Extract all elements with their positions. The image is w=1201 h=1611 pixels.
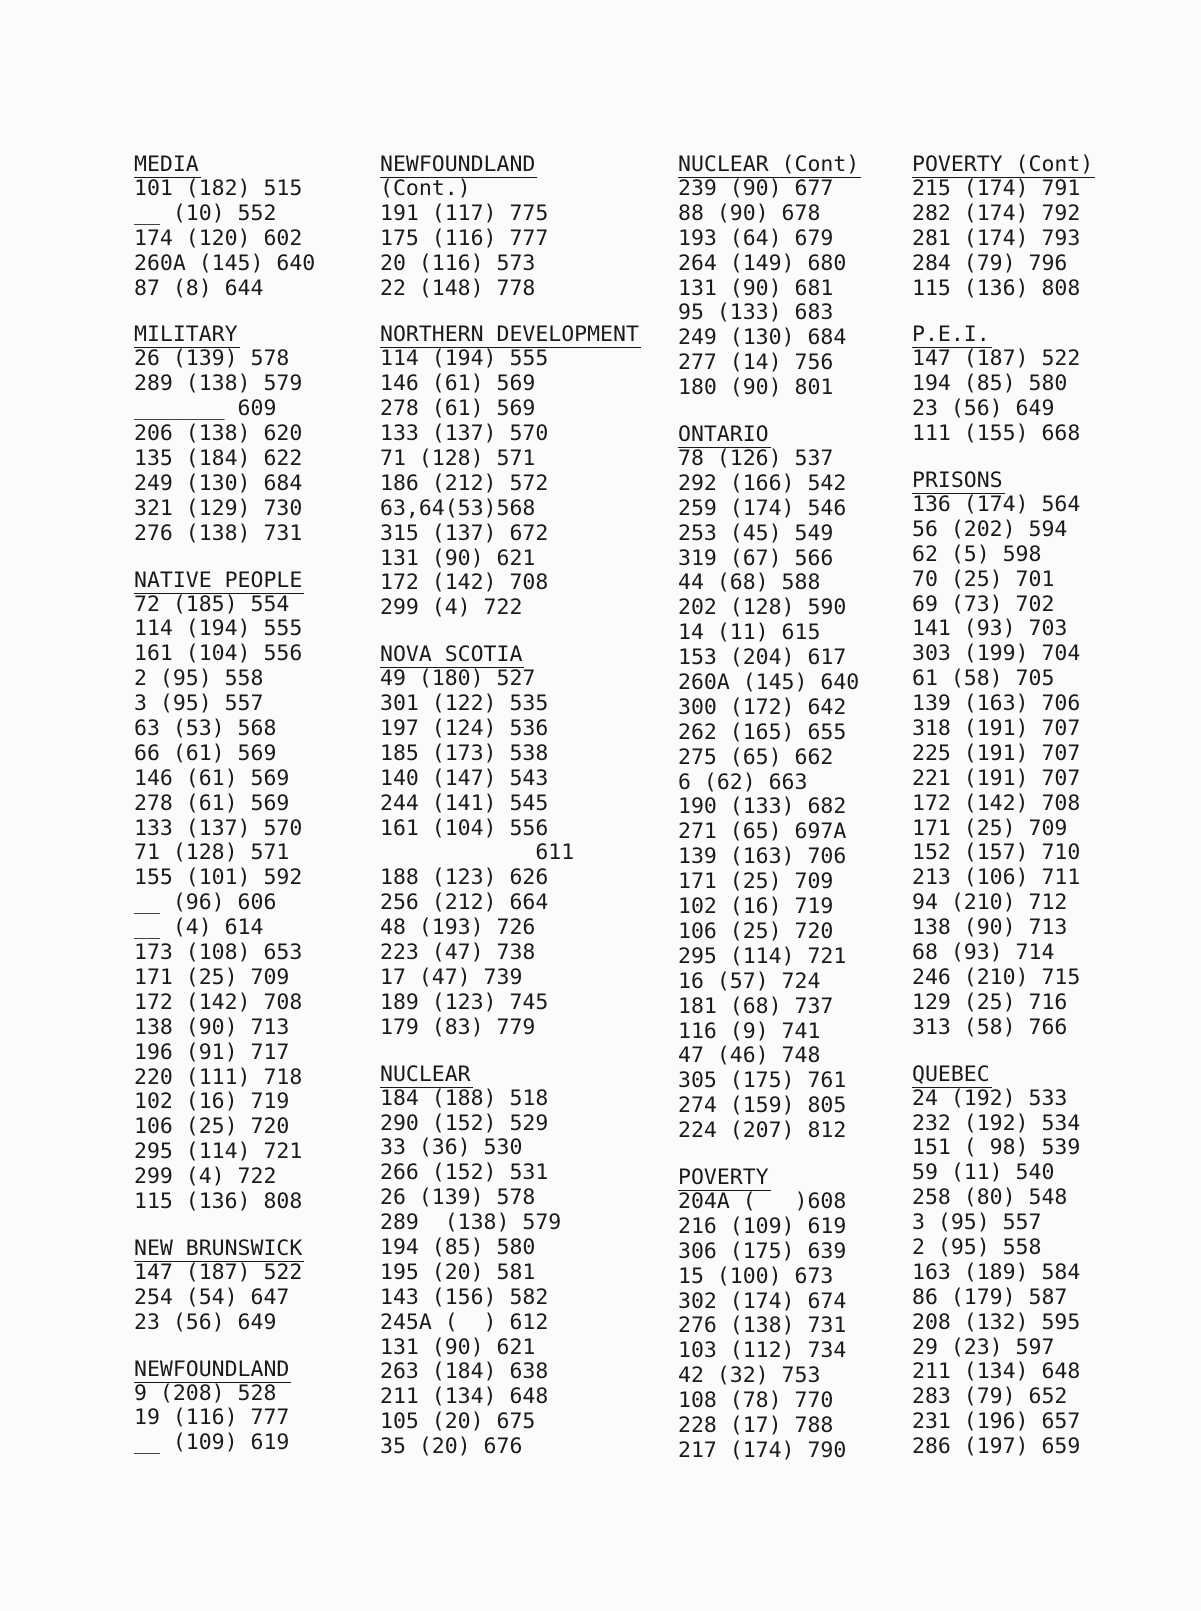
entry-list (380, 347, 660, 621)
index-entry: 217 (174) 790 (678, 1437, 847, 1463)
index-entry: 48 (193) 726 (380, 915, 536, 941)
index-entry: 66 (61) 569 (134, 740, 277, 766)
index-entry: 143 (156) 582 (380, 1284, 549, 1310)
index-entry: 22 (148) 778 (380, 275, 536, 301)
index-entry: 161 (104) 556 (134, 641, 303, 667)
index-entry: 179 (83) 779 (380, 1014, 536, 1040)
entry-list (678, 1190, 918, 1464)
index-entry: 173 (108) 653 (134, 940, 303, 966)
section-heading: POVERTY (Cont) (912, 152, 1094, 177)
section-heading: ONTARIO (678, 422, 769, 448)
index-entry: 138 (90) 713 (912, 915, 1068, 941)
index-entry: 301 (122) 535 (380, 691, 549, 717)
index-entry: 321 (129) 730 (134, 495, 303, 521)
index-entry: _______ 609 (134, 396, 277, 422)
index-entry: 146 (61) 569 (380, 371, 536, 397)
index-entry: 189 (123) 745 (380, 989, 549, 1015)
index-entry: 61 (58) 705 (912, 666, 1055, 692)
index-entry: 111 (155) 668 (912, 421, 1081, 447)
index-entry: 147 (187) 522 (134, 1259, 303, 1285)
entry-list (380, 177, 660, 301)
index-entry: 147 (187) 522 (912, 346, 1081, 372)
index-entry: 78 (126) 537 (678, 446, 834, 472)
index-entry: 264 (149) 680 (678, 250, 847, 276)
index-entry: 163 (189) 584 (912, 1259, 1081, 1285)
index-entry: 259 (174) 546 (678, 495, 847, 521)
index-entry: 106 (25) 720 (678, 918, 834, 944)
index-entry: 295 (114) 721 (678, 943, 847, 969)
index-section (134, 152, 374, 301)
index-entry: 19 (116) 777 (134, 1405, 290, 1431)
index-entry: 228 (17) 788 (678, 1412, 834, 1438)
index-entry: 26 (139) 578 (380, 1185, 536, 1211)
index-entry: 276 (138) 731 (678, 1313, 847, 1339)
index-entry: 108 (78) 770 (678, 1388, 834, 1414)
index-entry: 318 (191) 707 (912, 716, 1081, 742)
index-entry: 284 (79) 796 (912, 250, 1068, 276)
index-entry: 305 (175) 761 (678, 1068, 847, 1094)
index-entry: 185 (173) 538 (380, 740, 549, 766)
index-section (912, 1062, 1162, 1460)
index-entry: 211 (134) 648 (380, 1384, 549, 1410)
section-heading: POVERTY (678, 1164, 769, 1190)
index-entry: 211 (134) 648 (912, 1359, 1081, 1385)
index-entry: 275 (65) 662 (678, 744, 834, 770)
index-entry: 88 (90) 678 (678, 200, 821, 226)
index-entry: 131 (90) 621 (380, 545, 536, 571)
index-entry: 245A ( ) 612 (380, 1309, 549, 1335)
index-entry: 171 (25) 709 (134, 964, 290, 990)
index-entry: 258 (80) 548 (912, 1185, 1068, 1211)
section-heading: NUCLEAR (380, 1061, 471, 1087)
index-entry: 249 (130) 684 (678, 325, 847, 351)
index-entry: 146 (61) 569 (134, 765, 290, 791)
section-heading: NEWFOUNDLAND (134, 1356, 290, 1382)
index-entry: 260A (145) 640 (134, 250, 316, 276)
index-entry: 256 (212) 664 (380, 890, 549, 916)
index-entry: 115 (136) 808 (134, 1188, 303, 1214)
index-entry: 29 (23) 597 (912, 1334, 1055, 1360)
section-heading: MILITARY (134, 322, 238, 348)
index-entry: 289 (138) 579 (380, 1210, 562, 1236)
index-entry: 283 (79) 652 (912, 1384, 1068, 1410)
index-entry: 72 (185) 554 (134, 591, 290, 617)
index-entry: 152 (157) 710 (912, 840, 1081, 866)
index-entry: 151 ( 98) 539 (912, 1135, 1081, 1161)
index-entry: 232 (192) 534 (912, 1110, 1081, 1136)
index-entry: 196 (91) 717 (134, 1039, 290, 1065)
index-entry: 289 (138) 579 (134, 371, 303, 397)
index-entry: 2 (95) 558 (134, 666, 264, 692)
index-section (912, 322, 1162, 447)
section-heading: NEWFOUNDLAND (380, 152, 536, 177)
index-entry: 2 (95) 558 (912, 1234, 1042, 1260)
index-entry: 102 (16) 719 (678, 894, 834, 920)
index-entry: 133 (137) 570 (134, 815, 303, 841)
entry-list (912, 493, 1162, 1041)
index-entry: 295 (114) 721 (134, 1139, 303, 1165)
index-section (380, 642, 660, 1040)
index-entry: 24 (192) 533 (912, 1085, 1068, 1111)
index-section (134, 1236, 374, 1336)
index-entry: 172 (142) 708 (380, 570, 549, 596)
index-entry: 129 (25) 716 (912, 989, 1068, 1015)
section-heading: NOVA SCOTIA (380, 642, 523, 668)
index-entry: 290 (152) 529 (380, 1110, 549, 1136)
index-entry: 186 (212) 572 (380, 470, 549, 496)
index-section (380, 1062, 660, 1460)
index-entry: 204A ( )608 (678, 1188, 847, 1214)
index-entry: 114 (194) 555 (380, 346, 549, 372)
index-entry: 300 (172) 642 (678, 694, 847, 720)
index-entry: 277 (14) 756 (678, 350, 834, 376)
index-entry: 114 (194) 555 (134, 616, 303, 642)
index-entry: 56 (202) 594 (912, 516, 1068, 542)
index-entry: __ (96) 606 (134, 890, 277, 916)
index-entry: (Cont.) (380, 176, 471, 201)
index-entry: 180 (90) 801 (678, 375, 834, 401)
index-entry: 141 (93) 703 (912, 616, 1068, 642)
index-entry: 86 (179) 587 (912, 1284, 1068, 1310)
index-entry: 71 (128) 571 (380, 446, 536, 472)
entry-list (380, 1087, 660, 1460)
index-entry: 262 (165) 655 (678, 719, 847, 745)
index-entry: 194 (85) 580 (912, 371, 1068, 397)
entry-list (912, 347, 1162, 447)
index-entry: 102 (16) 719 (134, 1089, 290, 1115)
index-entry: 14 (11) 615 (678, 620, 821, 646)
index-entry: 315 (137) 672 (380, 520, 549, 546)
entry-list (134, 1382, 374, 1457)
entry-list (912, 177, 1162, 301)
index-entry: 6 (62) 663 (678, 769, 808, 795)
index-entry: 188 (123) 626 (380, 865, 549, 891)
index-entry: 611 (380, 840, 575, 866)
index-entry: 9 (208) 528 (134, 1380, 277, 1406)
index-entry: 213 (106) 711 (912, 865, 1081, 891)
index-entry: 224 (207) 812 (678, 1118, 847, 1144)
entry-list (134, 177, 374, 301)
index-entry: 184 (188) 518 (380, 1085, 549, 1111)
index-entry: 246 (210) 715 (912, 964, 1081, 990)
index-entry: 171 (25) 709 (678, 869, 834, 895)
index-entry: 266 (152) 531 (380, 1160, 549, 1186)
index-entry: 253 (45) 549 (678, 520, 834, 546)
index-entry: 223 (47) 738 (380, 940, 536, 966)
index-entry: 208 (132) 595 (912, 1309, 1081, 1335)
entry-list (380, 667, 660, 1040)
index-section (134, 1357, 374, 1457)
index-entry: 115 (136) 808 (912, 275, 1081, 301)
section-heading: PRISONS (912, 468, 1003, 494)
index-entry: 174 (120) 602 (134, 225, 303, 251)
index-entry: 172 (142) 708 (912, 790, 1081, 816)
index-entry: 319 (67) 566 (678, 545, 834, 571)
section-heading: P.E.I. (912, 322, 990, 348)
entry-list (134, 347, 374, 546)
index-section (678, 152, 918, 401)
index-entry: 206 (138) 620 (134, 421, 303, 447)
index-entry: 47 (46) 748 (678, 1043, 821, 1069)
index-entry: 282 (174) 792 (912, 200, 1081, 226)
section-heading: NATIVE PEOPLE (134, 567, 303, 593)
index-entry: 101 (182) 515 (134, 176, 303, 201)
index-entry: 220 (111) 718 (134, 1064, 303, 1090)
index-entry: 175 (116) 777 (380, 225, 549, 251)
index-entry: 26 (139) 578 (134, 346, 290, 372)
index-entry: 171 (25) 709 (912, 815, 1068, 841)
index-entry: 271 (65) 697A (678, 819, 847, 845)
entry-list (678, 177, 918, 401)
index-entry: 193 (64) 679 (678, 225, 834, 251)
index-entry: 49 (180) 527 (380, 666, 536, 692)
index-entry: 244 (141) 545 (380, 790, 549, 816)
index-entry: 278 (61) 569 (380, 396, 536, 422)
section-heading: NEW BRUNSWICK (134, 1235, 303, 1261)
index-entry: 292 (166) 542 (678, 470, 847, 496)
index-section (134, 322, 374, 546)
index-section (912, 152, 1162, 301)
index-entry: 23 (56) 649 (912, 396, 1055, 422)
entry-list (134, 593, 374, 1215)
index-column-3 (678, 152, 918, 1485)
index-entry: 276 (138) 731 (134, 520, 303, 546)
section-heading: QUEBEC (912, 1061, 990, 1087)
section-heading: NORTHERN DEVELOPMENT (380, 322, 639, 348)
index-entry: 16 (57) 724 (678, 968, 821, 994)
index-entry: 313 (58) 766 (912, 1014, 1068, 1040)
index-entry: 225 (191) 707 (912, 740, 1081, 766)
index-entry: 15 (100) 673 (678, 1263, 834, 1289)
index-entry: 106 (25) 720 (134, 1114, 290, 1140)
index-entry: 33 (36) 530 (380, 1135, 523, 1161)
index-entry: 105 (20) 675 (380, 1409, 536, 1435)
entry-list (912, 1087, 1162, 1460)
section-heading: NUCLEAR (Cont) (678, 152, 860, 177)
index-entry: __ (4) 614 (134, 915, 264, 941)
index-entry: 231 (196) 657 (912, 1409, 1081, 1435)
index-entry: __ (10) 552 (134, 200, 277, 226)
index-column-1 (134, 152, 374, 1477)
index-entry: 139 (163) 706 (912, 691, 1081, 717)
index-entry: 44 (68) 588 (678, 570, 821, 596)
index-entry: 195 (20) 581 (380, 1259, 536, 1285)
index-entry: 278 (61) 569 (134, 790, 290, 816)
index-entry: 191 (117) 775 (380, 200, 549, 226)
index-entry: 138 (90) 713 (134, 1014, 290, 1040)
index-entry: 155 (101) 592 (134, 865, 303, 891)
index-entry: 140 (147) 543 (380, 765, 549, 791)
index-entry: 131 (90) 621 (380, 1334, 536, 1360)
index-entry: 71 (128) 571 (134, 840, 290, 866)
index-entry: 216 (109) 619 (678, 1213, 847, 1239)
index-entry: 59 (11) 540 (912, 1160, 1055, 1186)
index-entry: 62 (5) 598 (912, 541, 1042, 567)
index-entry: 303 (199) 704 (912, 641, 1081, 667)
index-entry: 42 (32) 753 (678, 1363, 821, 1389)
index-entry: 302 (174) 674 (678, 1288, 847, 1314)
index-entry: 254 (54) 647 (134, 1284, 290, 1310)
index-entry: __ (109) 619 (134, 1430, 290, 1456)
index-section (380, 322, 660, 621)
index-entry: 274 (159) 805 (678, 1093, 847, 1119)
index-entry: 161 (104) 556 (380, 815, 549, 841)
index-entry: 63,64(53)568 (380, 495, 536, 521)
index-entry: 136 (174) 564 (912, 492, 1081, 518)
index-section (678, 1165, 918, 1464)
index-column-2 (380, 152, 660, 1481)
index-entry: 281 (174) 793 (912, 225, 1081, 251)
index-entry: 172 (142) 708 (134, 989, 303, 1015)
index-entry: 139 (163) 706 (678, 844, 847, 870)
index-entry: 190 (133) 682 (678, 794, 847, 820)
index-entry: 299 (4) 722 (134, 1164, 277, 1190)
index-entry: 202 (128) 590 (678, 595, 847, 621)
index-entry: 35 (20) 676 (380, 1434, 523, 1460)
index-entry: 215 (174) 791 (912, 176, 1081, 201)
index-entry: 299 (4) 722 (380, 595, 523, 621)
index-entry: 135 (184) 622 (134, 446, 303, 472)
entry-list (134, 1261, 374, 1336)
index-entry: 116 (9) 741 (678, 1018, 821, 1044)
index-entry: 306 (175) 639 (678, 1238, 847, 1264)
index-entry: 249 (130) 684 (134, 470, 303, 496)
index-entry: 95 (133) 683 (678, 300, 834, 326)
index-entry: 286 (197) 659 (912, 1434, 1081, 1460)
index-entry: 131 (90) 681 (678, 275, 834, 301)
index-entry: 69 (73) 702 (912, 591, 1055, 617)
index-entry: 63 (53) 568 (134, 716, 277, 742)
index-entry: 94 (210) 712 (912, 890, 1068, 916)
index-entry: 221 (191) 707 (912, 765, 1081, 791)
index-entry: 103 (112) 734 (678, 1338, 847, 1364)
index-section (678, 422, 918, 1144)
index-entry: 23 (56) 649 (134, 1309, 277, 1335)
index-entry: 263 (184) 638 (380, 1359, 549, 1385)
index-entry: 197 (124) 536 (380, 716, 549, 742)
index-section (912, 468, 1162, 1041)
index-entry: 3 (95) 557 (912, 1210, 1042, 1236)
index-section (380, 152, 660, 301)
index-entry: 87 (8) 644 (134, 275, 264, 301)
index-entry: 70 (25) 701 (912, 566, 1055, 592)
index-section (134, 568, 374, 1215)
section-heading: MEDIA (134, 152, 199, 177)
index-entry: 68 (93) 714 (912, 940, 1055, 966)
index-entry: 181 (68) 737 (678, 993, 834, 1019)
index-entry: 194 (85) 580 (380, 1234, 536, 1260)
index-entry: 239 (90) 677 (678, 176, 834, 201)
index-column-4 (912, 152, 1162, 1481)
entry-list (678, 447, 918, 1144)
index-entry: 3 (95) 557 (134, 691, 264, 717)
index-entry: 17 (47) 739 (380, 964, 523, 990)
index-entry: 20 (116) 573 (380, 250, 536, 276)
index-entry: 153 (204) 617 (678, 645, 847, 671)
index-entry: 260A (145) 640 (678, 670, 860, 696)
index-entry: 133 (137) 570 (380, 421, 549, 447)
